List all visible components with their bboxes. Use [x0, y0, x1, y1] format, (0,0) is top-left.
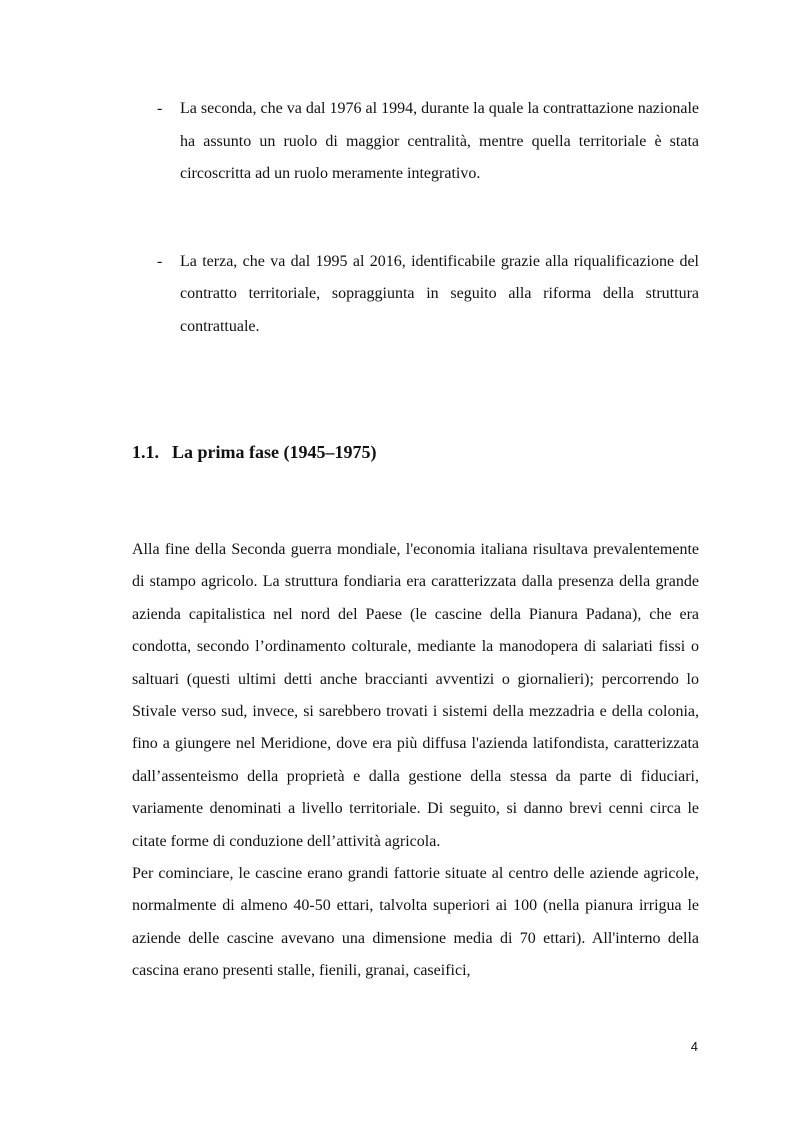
bullet-item [132, 246, 699, 344]
bullet-marker: - [157, 100, 163, 117]
paragraph: Per cominciare, le cascine erano grandi fattorie situate al centro delle aziende agricole, normalmente di almeno 40-50 ettari, talvolta superiori ai 100 (nella pianura irrigua le aziende delle cascine avevano una dimensione media di 70 ettari). All'interno della cascina erano presenti stalle, fienili, granai, caseifici, [132, 865, 699, 980]
body-text [132, 534, 699, 988]
paragraph: Alla fine della Seconda guerra mondiale, l'economia italiana risultava prevalentemente di stampo agricolo. La struttura fondiaria era caratterizzata dalla presenza della grande azienda capitalistica nel nord del Paese (le cascine della Pianura Padana), che era condotta, secondo l’ordinamento colturale, mediante la manodopera di salariati fissi o saltuari (questi ultimi detti anche braccianti avventizi o giornalieri); percorrendo lo Stivale verso sud, invece, si sarebbero trovati i sistemi della mezzadria e della colonia, fino a giungere nel Meridione, dove era più diffusa l'azienda latifondista, caratterizzata dall’assenteismo della proprietà e dalla gestione della stessa da parte di fiduciari, variamente denominati a livello territoriale. Di seguito, si danno brevi cenni circa le citate forme di conduzione dell’attività agricola. [132, 541, 699, 850]
bullet-text: La seconda, che va dal 1976 al 1994, durante la quale la contrattazione nazionale ha assunto un ruolo di maggior centralità, mentre quella territoriale è stata circoscritta ad un ruolo meramente integrativo. [180, 100, 699, 182]
section-title: La prima fase (1945–1975) [172, 442, 377, 462]
section-heading [132, 440, 376, 464]
bullet-text: La terza, che va dal 1995 al 2016, identificabile grazie alla riqualificazione del contratto territoriale, sopraggiunta in seguito alla riforma della struttura contrattuale. [180, 252, 699, 335]
page-number: 4 [690, 1039, 698, 1054]
bullet-list [132, 93, 699, 343]
bullet-marker: - [157, 252, 163, 270]
section-number: 1.1. [132, 442, 159, 462]
bullet-item [132, 93, 699, 191]
